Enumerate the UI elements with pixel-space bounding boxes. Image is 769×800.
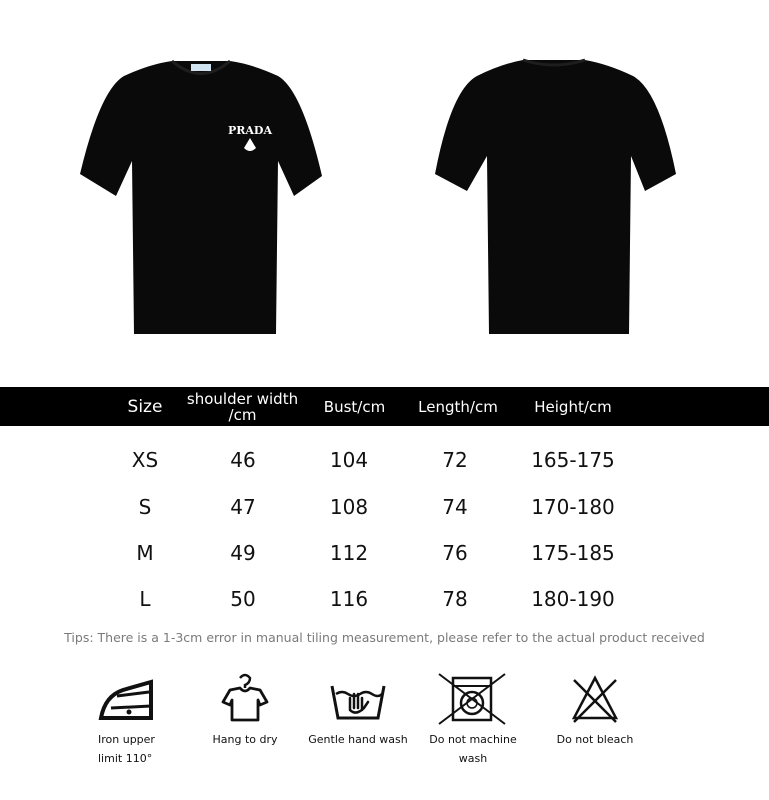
care-label-hang-dry: Hang to dry bbox=[212, 733, 278, 746]
cell-shoulder: 47 bbox=[230, 495, 256, 519]
care-label-no-machine-wash: Do not machine wash bbox=[429, 733, 517, 765]
cell-bust: 108 bbox=[329, 495, 369, 519]
measurement-tips: Tips: There is a 1-3cm error in manual tiling measurement, please refer to the actual product received bbox=[64, 630, 705, 645]
header-height: Height/cm bbox=[534, 397, 612, 416]
no-machine-wash-icon bbox=[437, 672, 509, 726]
care-label-hand-wash: Gentle hand wash bbox=[308, 733, 408, 746]
care-label-no-bleach: Do not bleach bbox=[556, 733, 634, 746]
cell-size: M bbox=[136, 541, 154, 565]
care-item-no-bleach bbox=[540, 672, 650, 749]
cell-length: 78 bbox=[442, 587, 468, 611]
cell-bust: 116 bbox=[329, 587, 369, 611]
tshirt-front-image bbox=[80, 56, 322, 338]
header-bust: Bust/cm bbox=[323, 397, 386, 416]
prada-logo-text: PRADA bbox=[227, 124, 273, 137]
cell-shoulder: 46 bbox=[230, 448, 256, 472]
table-row bbox=[0, 538, 769, 568]
cell-height: 170-180 bbox=[531, 495, 615, 519]
table-row bbox=[0, 445, 769, 475]
cell-height: 165-175 bbox=[531, 448, 615, 472]
cell-height: 175-185 bbox=[531, 541, 615, 565]
hang-dry-icon bbox=[220, 672, 270, 726]
care-item-iron bbox=[72, 672, 182, 768]
hand-wash-icon bbox=[328, 672, 388, 726]
cell-size: XS bbox=[131, 448, 159, 472]
care-item-hang-dry bbox=[190, 672, 300, 749]
cell-length: 74 bbox=[442, 495, 468, 519]
care-item-no-machine-wash bbox=[418, 672, 528, 768]
care-label-iron: Iron upper limit 110° bbox=[98, 733, 155, 765]
cell-size: S bbox=[138, 495, 152, 519]
cell-height: 180-190 bbox=[531, 587, 615, 611]
cell-shoulder: 49 bbox=[230, 541, 256, 565]
iron-icon bbox=[95, 672, 159, 726]
cell-length: 76 bbox=[442, 541, 468, 565]
cell-bust: 104 bbox=[329, 448, 369, 472]
header-length: Length/cm bbox=[418, 397, 498, 416]
header-size: Size bbox=[127, 396, 163, 417]
no-bleach-icon bbox=[570, 672, 620, 726]
cell-shoulder: 50 bbox=[230, 587, 256, 611]
cell-length: 72 bbox=[442, 448, 468, 472]
table-row bbox=[0, 584, 769, 614]
size-table-header bbox=[0, 387, 769, 426]
table-row bbox=[0, 492, 769, 522]
header-shoulder-width: shoulder width /cm bbox=[186, 389, 299, 424]
tshirt-back-image bbox=[433, 56, 676, 338]
care-item-hand-wash bbox=[303, 672, 413, 749]
cell-size: L bbox=[139, 587, 151, 611]
cell-bust: 112 bbox=[329, 541, 369, 565]
